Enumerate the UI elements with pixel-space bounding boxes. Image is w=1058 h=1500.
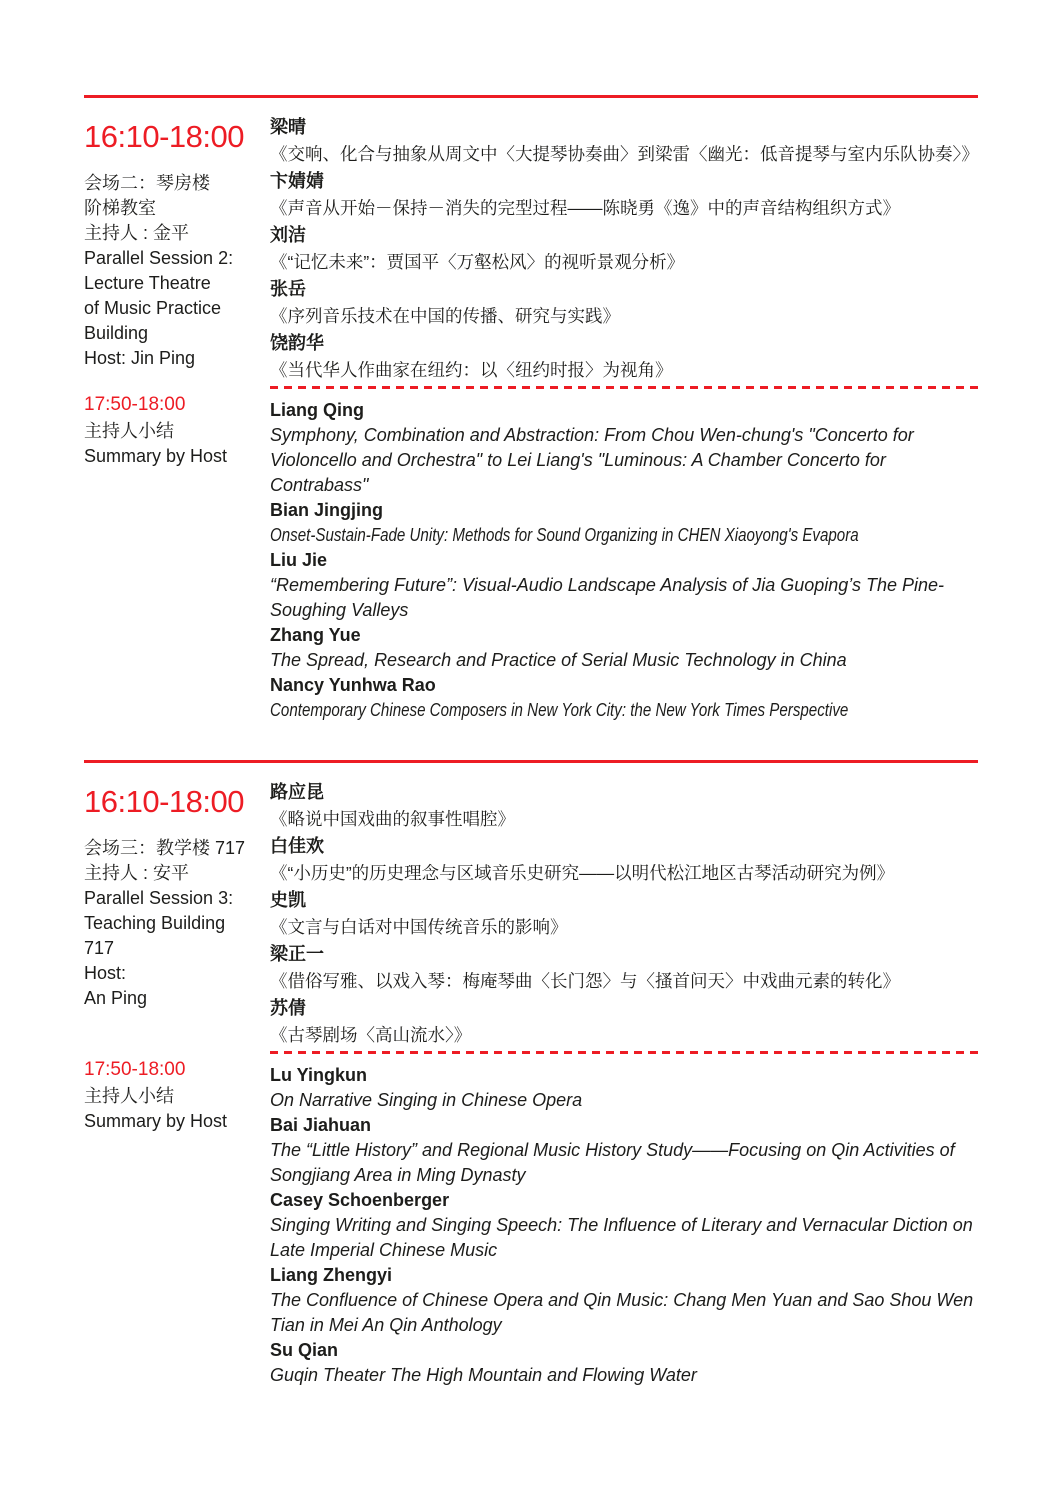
paper-title-en: Contemporary Chinese Composers in New York City: the New York Times Perspective bbox=[270, 700, 849, 720]
talks-list-zh bbox=[270, 763, 978, 1049]
speaker-name-en: Liang Zhengyi bbox=[270, 1265, 393, 1285]
paper-title-en: Symphony, Combination and Abstraction: From Chou Wen-chung's "Concerto for Violoncello and Orchestra" to Lei Liang's "Luminous: A Chamber Concerto for Contrabass" bbox=[270, 425, 914, 495]
speaker-name-zh: 路应昆 bbox=[270, 782, 324, 802]
session-location-line: Teaching Building bbox=[84, 913, 226, 933]
paper-title-en: “Remembering Future”: Visual-Audio Landscape Analysis of Jia Guoping’s The Pine-Soughing Valleys bbox=[270, 575, 945, 620]
summary-talks bbox=[270, 384, 979, 723]
summary-talks bbox=[270, 1049, 978, 1388]
paper-title-en: Onset-Sustain-Fade Unity: Methods for Sound Organizing in CHEN Xiaoyong's Evapora bbox=[270, 525, 859, 545]
speaker-name-zh: 梁正一 bbox=[270, 944, 324, 964]
paper-title-en: Guqin Theater The High Mountain and Flowing Water bbox=[270, 1365, 697, 1385]
paper-title-zh: 《“小历史”的历史理念与区域音乐史研究——以明代松江地区古琴活动研究为例》 bbox=[270, 863, 895, 883]
paper-title-zh: 《交响、化合与抽象从周文中〈大提琴协奏曲〉到梁雷〈幽光：低音提琴与室内乐队协奏〉》 bbox=[270, 144, 979, 164]
session-block bbox=[84, 95, 978, 723]
session-grid bbox=[84, 763, 978, 1388]
speaker-name-en: Lu Yingkun bbox=[270, 1065, 367, 1085]
paper-title-zh: 《略说中国戏曲的叙事性唱腔》 bbox=[270, 809, 515, 829]
paper-title-en: The Confluence of Chinese Opera and Qin Music: Chang Men Yuan and Sao Shou Wen Tian in Mei An Qin Anthology bbox=[270, 1290, 974, 1335]
paper-title-zh: 《文言与白话对中国传统音乐的影响》 bbox=[270, 917, 568, 937]
paper-title-zh: 《古琴剧场〈高山流水〉》 bbox=[270, 1025, 472, 1045]
summary-time: 17:50-18:00 bbox=[84, 1059, 186, 1080]
dashed-divider bbox=[270, 1051, 978, 1054]
paper-title-en: The “Little History” and Regional Music History Study——Focusing on Qin Activities of Songjiang Area in Ming Dynasty bbox=[270, 1140, 955, 1185]
session-location-line: 717 bbox=[84, 938, 115, 958]
summary-header bbox=[84, 384, 270, 723]
speaker-name-zh: 苏倩 bbox=[270, 998, 306, 1018]
session-location-line: 会场三：教学楼 717 bbox=[84, 838, 246, 858]
talks-list-en bbox=[270, 398, 974, 723]
paper-title-zh: 《序列音乐技术在中国的传播、研究与实践》 bbox=[270, 306, 620, 326]
session-location-line: An Ping bbox=[84, 988, 148, 1008]
session-location-line: Parallel Session 3: bbox=[84, 888, 234, 908]
paper-title-zh: 《当代华人作曲家在纽约：以〈纽约时报〉为视角》 bbox=[270, 360, 673, 380]
speaker-name-en: Bian Jingjing bbox=[270, 500, 384, 520]
paper-title-en: On Narrative Singing in Chinese Opera bbox=[270, 1090, 583, 1110]
session-info bbox=[84, 171, 270, 371]
talks-list-zh bbox=[270, 98, 979, 384]
summary-header bbox=[84, 1049, 270, 1388]
paper-title-zh: 《“记忆未来”：贾国平〈万壑松风〉的视听景观分析》 bbox=[270, 252, 685, 272]
speaker-name-en: Liang Qing bbox=[270, 400, 364, 420]
summary-label-zh: 主持人小结 bbox=[84, 421, 174, 441]
speaker-name-en: Bai Jiahuan bbox=[270, 1115, 372, 1135]
session-location-line: 主持人 : 金平 bbox=[84, 223, 190, 243]
speaker-name-en: Casey Schoenberger bbox=[270, 1190, 450, 1210]
session-location-line: Host: Jin Ping bbox=[84, 348, 196, 368]
session-location-line: of Music Practice bbox=[84, 298, 222, 318]
talks-list-en bbox=[270, 1063, 974, 1388]
session-time: 16:10-18:00 bbox=[84, 784, 244, 819]
speaker-name-en: Su Qian bbox=[270, 1340, 339, 1360]
summary-label-en: Summary by Host bbox=[84, 1111, 228, 1131]
session-grid bbox=[84, 98, 978, 723]
speaker-name-zh: 卞婧婧 bbox=[270, 171, 324, 191]
speaker-name-zh: 白佳欢 bbox=[270, 836, 324, 856]
session-info bbox=[84, 836, 270, 1011]
speaker-name-zh: 刘洁 bbox=[270, 225, 306, 245]
session-location-line: Building bbox=[84, 323, 149, 343]
paper-title-zh: 《借俗写雅、以戏入琴：梅庵琴曲〈长门怨〉与〈搔首问天〉中戏曲元素的转化》 bbox=[270, 971, 900, 991]
session-location-line: Lecture Theatre bbox=[84, 273, 211, 293]
speaker-name-zh: 梁晴 bbox=[270, 117, 306, 137]
session-location-line: 主持人 : 安平 bbox=[84, 863, 190, 883]
speaker-name-zh: 史凯 bbox=[270, 890, 306, 910]
speaker-name-en: Zhang Yue bbox=[270, 625, 361, 645]
session-location-line: 阶梯教室 bbox=[84, 198, 156, 218]
session-location-line: Host: bbox=[84, 963, 127, 983]
session-location-line: 会场二：琴房楼 bbox=[84, 173, 210, 193]
speaker-name-zh: 饶韵华 bbox=[270, 333, 324, 353]
session-block bbox=[84, 760, 978, 1388]
speaker-name-zh: 张岳 bbox=[270, 279, 306, 299]
speaker-name-en: Nancy Yunhwa Rao bbox=[270, 675, 436, 695]
summary-label-zh: 主持人小结 bbox=[84, 1086, 174, 1106]
summary-label-en: Summary by Host bbox=[84, 446, 228, 466]
paper-title-en: Singing Writing and Singing Speech: The Influence of Literary and Vernacular Diction on Late Imperial Chinese Music bbox=[270, 1215, 973, 1260]
session-location-line: Parallel Session 2: bbox=[84, 248, 234, 268]
speaker-name-en: Liu Jie bbox=[270, 550, 328, 570]
session-header bbox=[84, 98, 270, 384]
session-time: 16:10-18:00 bbox=[84, 119, 244, 154]
session-header bbox=[84, 763, 270, 1049]
dashed-divider bbox=[270, 386, 979, 389]
paper-title-en: The Spread, Research and Practice of Serial Music Technology in China bbox=[270, 650, 847, 670]
summary-time: 17:50-18:00 bbox=[84, 394, 186, 415]
paper-title-zh: 《声音从开始－保持－消失的完型过程——陈晓勇《逸》中的声音结构组织方式》 bbox=[270, 198, 900, 218]
